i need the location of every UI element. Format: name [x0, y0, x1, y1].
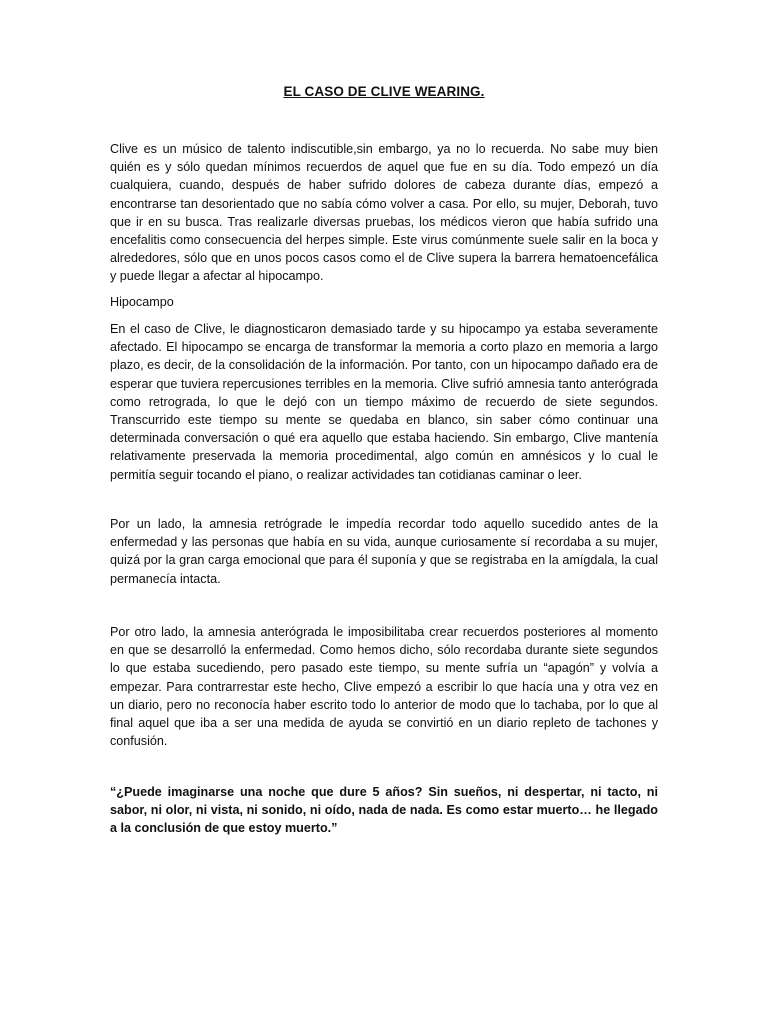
body-block-6	[110, 783, 658, 838]
section-heading-hipocampo: Hipocampo	[110, 295, 174, 309]
body-block-2	[110, 293, 658, 311]
paragraph-amnesia-retrograda: Por un lado, la amnesia retrógrade le impedía recordar todo aquello sucedido antes de la enfermedad y las personas que había en su vida, aunque curiosamente sí recordaba a su mujer, quizá por la gran carga emocional que para él suponía y que se registraba en la amígdala, la cual permanecía intacta.	[110, 517, 658, 586]
quote-paragraph: “¿Puede imaginarse una noche que dure 5 años? Sin sueños, ni despertar, ni tacto, ni sabor, ni olor, ni vista, ni sonido, ni oído, nada de nada. Es como estar muerto… he llegado a la conclusión de que estoy muerto.”	[110, 785, 658, 836]
body-block-3	[110, 320, 658, 484]
body-block-1	[110, 140, 658, 286]
body-block-4	[110, 515, 658, 588]
document-title: EL CASO DE CLIVE WEARING.	[283, 84, 485, 99]
paragraph-hipocampo: En el caso de Clive, le diagnosticaron demasiado tarde y su hipocampo ya estaba severamente afectado. El hipocampo se encarga de transformar la memoria a corto plazo en memoria a largo plazo, es decir, de la consolidación de la información. Por tanto, con un hipocampo dañado era de esperar que tuviera repercusiones terribles en la memoria. Clive sufrió amnesia tanto anterógrada como retrograda, lo que le dejó con un tiempo máximo de recuerdo de siete segundos. Transcurrido este tiempo su mente se quedaba en blanco, sin saber cómo continuar una determinada conversación o qué era aquello que estaba haciendo. Sin embargo, Clive mantenía relativamente preservada la memoria procedimental, algo común en amnésicos y lo cual le permitía seguir tocando el piano, o realizar actividades tan cotidianas caminar o leer.	[110, 322, 658, 482]
body-block-5	[110, 623, 658, 750]
paragraph-amnesia-anterograda: Por otro lado, la amnesia anterógrada le imposibilitaba crear recuerdos posteriores al momento en que se desarrolló la enfermedad. Como hemos dicho, sólo recordaba durante siete segundos lo que estaba sucediendo, pero pasado este tiempo, su mente sufría un “apagón” y volvía a empezar. Para contrarrestar este hecho, Clive empezó a escribir lo que hacía una y otra vez en un diario, pero no reconocía haber escrito todo lo anterior de modo que lo tachaba, por lo que al final aquel que iba a ser una medida de ayuda se convirtió en un diario repleto de tachones y confusión.	[110, 625, 658, 749]
paragraph-intro: Clive es un músico de talento indiscutible,sin embargo, ya no lo recuerda. No sabe muy bien quién es y sólo quedan mínimos recuerdos de aquel que fue en su día. Todo empezó un día cualquiera, cuando, después de haber sufrido dolores de cabeza durante días, empezó a encontrarse tan desorientado que no sabía cómo volver a casa. Por ello, su mujer, Deborah, tuvo que ir en su busca. Tras realizarle diversas pruebas, los médicos vieron que había sufrido una encefalitis como consecuencia del herpes simple. Este virus comúnmente suele salir en la boca y alrededores, sólo que en unos pocos casos como el de Clive supera la barrera hematoencefálica y puede llegar a afectar al hipocampo.	[110, 142, 658, 284]
